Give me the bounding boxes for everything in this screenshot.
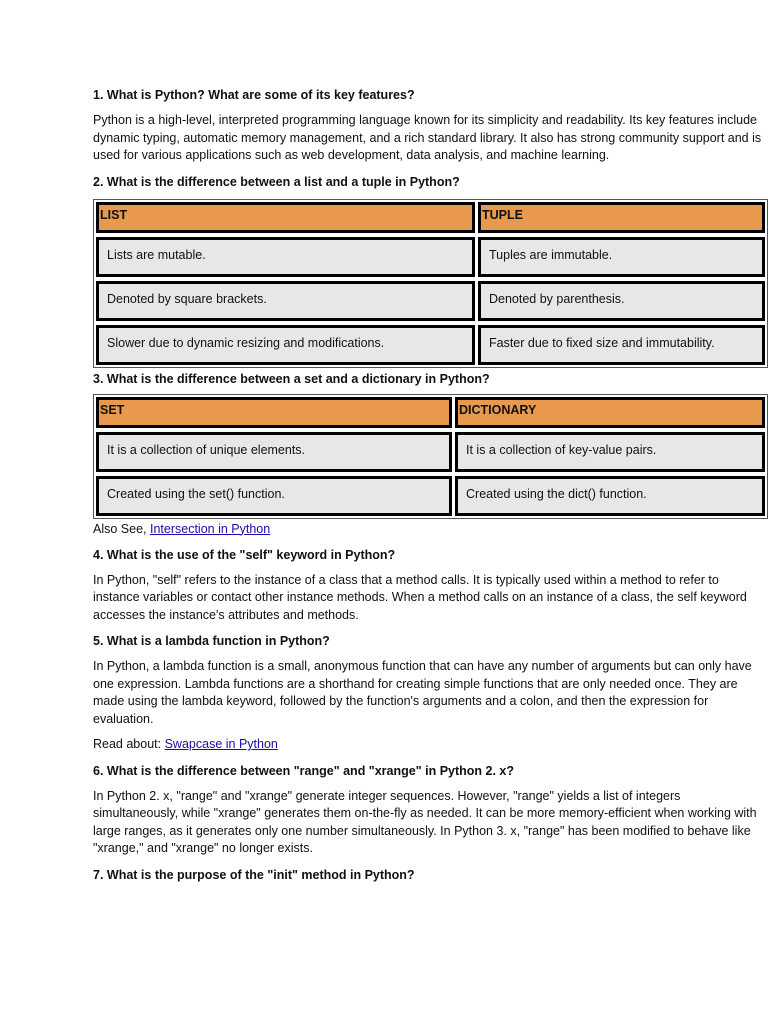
- read-about-label: Read about:: [93, 737, 165, 751]
- list-vs-tuple-table: [93, 199, 768, 368]
- table-header-cell: SET: [96, 397, 452, 428]
- table-cell: Tuples are immutable.: [478, 237, 765, 277]
- table-row: [96, 325, 765, 365]
- question-1-heading: 1. What is Python? What are some of its key features?: [93, 88, 415, 102]
- question-2-heading: 2. What is the difference between a list and a tuple in Python?: [93, 174, 460, 189]
- table-row: [96, 237, 765, 277]
- table-cell: It is a collection of key-value pairs.: [455, 432, 765, 472]
- question-3-heading: 3. What is the difference between a set and a dictionary in Python?: [93, 371, 490, 386]
- question-4-heading: 4. What is the use of the "self" keyword in Python?: [93, 547, 396, 562]
- question-1-answer: Python is a high-level, interpreted programming language known for its simplicity and readability. Its key features include dynamic typing, automatic memory management, and a rich standard library. It also has strong community support and is used for various applications such as web development, data analysis, and machine learning.: [93, 113, 762, 162]
- table-cell: Lists are mutable.: [96, 237, 475, 277]
- question-5-answer: In Python, a lambda function is a small, anonymous function that can have any number of arguments but can only have one expression. Lambda functions are a shorthand for creating simple functions that are only needed once. They are made using the lambda keyword, followed by the function's arguments and a colon, and then the expression for evaluation.: [93, 659, 752, 726]
- question-5-heading: 5. What is a lambda function in Python?: [93, 634, 330, 648]
- table-header-cell: LIST: [96, 202, 475, 233]
- table-cell: Slower due to dynamic resizing and modifications.: [96, 325, 475, 365]
- table-header-cell: TUPLE: [478, 202, 765, 233]
- table-cell: It is a collection of unique elements.: [96, 432, 452, 472]
- table-row: [96, 432, 765, 472]
- table-header-cell: DICTIONARY: [455, 397, 765, 428]
- question-6-answer: In Python 2. x, "range" and "xrange" generate integer sequences. However, "range" yields a list of integers simultaneously, while "xrange" generates them on-the-fly as needed. It can be more memory-efficient when working with large ranges, as it generates only one number simultaneously. In Python 3. x, "range" has been modified to behave like "xrange," and "xrange" no longer exists.: [93, 788, 757, 855]
- table-row: [96, 476, 765, 516]
- table-cell: Created using the dict() function.: [455, 476, 765, 516]
- intersection-in-python-link[interactable]: Intersection in Python: [149, 521, 271, 536]
- swapcase-in-python-link[interactable]: Swapcase in Python: [164, 737, 278, 751]
- also-see-line: [93, 521, 768, 538]
- set-vs-dictionary-table: [93, 394, 768, 519]
- table-cell: Created using the set() function.: [96, 476, 452, 516]
- table-header-row: [96, 397, 765, 428]
- table-cell: Faster due to fixed size and immutability.: [478, 325, 765, 365]
- read-about-line: [93, 736, 768, 754]
- table-row: [96, 281, 765, 321]
- question-7-heading: 7. What is the purpose of the "init" method in Python?: [93, 867, 415, 882]
- table-cell: Denoted by square brackets.: [96, 281, 475, 321]
- question-6-heading: 6. What is the difference between "range" and "xrange" in Python 2. x?: [93, 763, 515, 778]
- document-page: [93, 86, 768, 892]
- also-see-label: Also See,: [93, 521, 150, 536]
- question-4-answer: In Python, "self" refers to the instance of a class that a method calls. It is typically used within a method to refer to instance variables or contact other instance methods. When a method calls on an instance of a class, the self keyword accesses the instance's attributes and methods.: [93, 572, 747, 622]
- table-header-row: [96, 202, 765, 233]
- table-cell: Denoted by parenthesis.: [478, 281, 765, 321]
